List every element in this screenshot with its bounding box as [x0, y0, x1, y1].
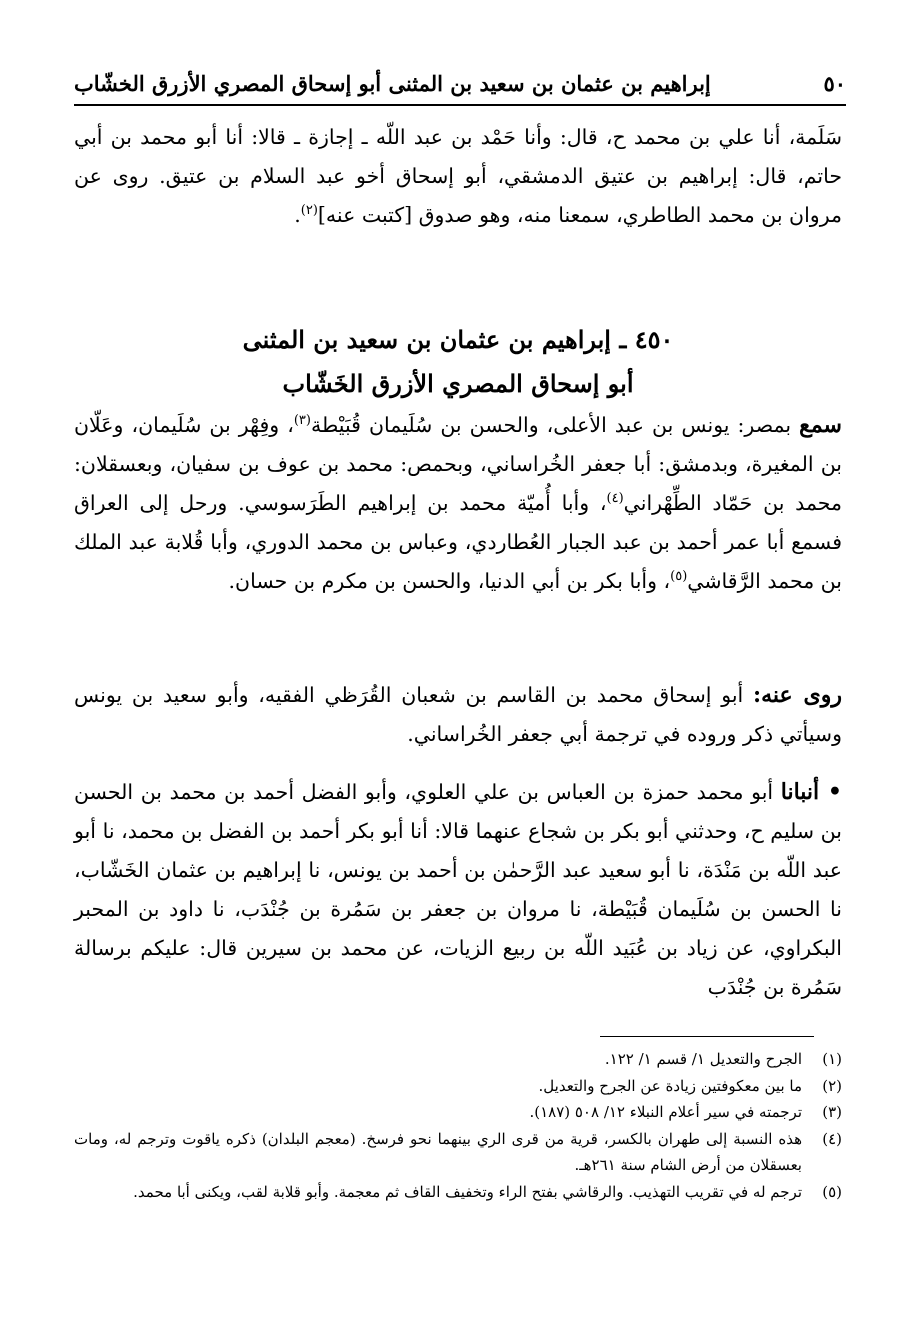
heard-text-2: ، وفِهْر بن سُلَيمان، وعَلّان بن المغيرة، وبدمشق: أبا جعفر الخُراساني، وبحمص: محمد بن عوف بن سفيان، وبعسقلان: محمد بن حَمّاد الطِّهْراني: [74, 413, 843, 515]
footnote-1: [74, 1046, 842, 1073]
narrated-paragraph: [74, 676, 842, 754]
heard-label: سمع: [799, 412, 842, 438]
footnote-2: [74, 1073, 842, 1100]
footnotes: [74, 1046, 842, 1205]
footnote-text: الجرح والتعديل ١/ قسم ١/ ١٢٢.: [604, 1050, 802, 1068]
page-number: ٥٠: [823, 70, 846, 96]
page-header: [74, 64, 846, 102]
header-rule: [74, 104, 846, 106]
footnote-5: [74, 1179, 842, 1206]
informed-text: أبو محمد حمزة بن العباس بن علي العلوي، وأبو الفضل أحمد بن محمد بن الحسن بن سليم ح، وحدثني أبو بكر بن شجاع عنهما قالا: أنا أبو بكر أحمد بن الفضل بن محمد، نا أبو عبد اللّه بن مَنْدَة، نا أبو سعيد عبد الرَّحمٰن بن أحمد بن يونس، نا إبراهيم بن عثمان الخَشّاب، نا الحسن بن سُلَيمان قُبَيْطة، نا مروان بن جعفر بن سَمُرة بن جُنْدَب، نا داود بن المحبر البكراوي، عن زياد بن عُبَيد اللّه بن ربيع الزيات، عن محمد بن سيرين قال: عليكم برسالة سَمُرة بن جُنْدَب: [74, 780, 842, 999]
heard-text-4: ، وأبا بكر بن أبي الدنيا، والحسن بن مكرم بن حسان.: [228, 569, 671, 593]
heard-text-3: ، وأبا أُميّة محمد بن إبراهيم الطَرَسوسي. ورحل إلى العراق فسمع أبا عمر أحمد بن عبد الجبار العُطاردي، وعباس بن محمد الدوري، وأبا قُلابة عبد الملك بن محمد الرَّقاشي: [74, 491, 842, 593]
entry-title-line-2: أبو إسحاق المصري الأزرق الخَشّاب: [282, 369, 634, 398]
footnote-number: (٣): [822, 1103, 842, 1121]
footnote-ref-2[interactable]: (٢): [300, 203, 318, 219]
footnote-text: هذه النسبة إلى طهران بالكسر، قرية من قرى الري بينهما نحو فرسخ. (معجم البلدان) ذكره ياقوت وترجم له، ومات بعسقلان من أرض الشام سنة ٢٦١هـ.: [74, 1129, 802, 1174]
continuation-paragraph: سَلَمة، أنا علي بن محمد ح، قال: وأنا حَمْد بن عبد اللّه ـ إجازة ـ قالا: أنا أبو محمد بن أبي حاتم، قال: إبراهيم بن عتيق الدمشقي، أبو إسحاق أخو عبد السلام بن عتيق. روى عن مروان بن محمد الطاطري، سمعنا منه، وهو صدوق [كتبت عنه]$^{(٢)}$.: [74, 125, 842, 227]
running-title: إبراهيم بن عثمان بن سعيد بن المثنى أبو إسحاق المصري الأزرق الخشّاب: [74, 70, 711, 96]
footnote-ref-5[interactable]: (٥): [670, 569, 688, 585]
entry-title: [74, 318, 842, 406]
footnote-3: [74, 1099, 842, 1126]
heard-text: بمصر: يونس بن عبد الأعلى، والحسن بن سُلَيمان قُبَيْطة: [310, 413, 792, 437]
footnote-number: (١): [822, 1050, 842, 1068]
footnote-4: [74, 1126, 842, 1179]
footnote-divider: [600, 1036, 814, 1037]
footnote-ref-3[interactable]: (٣): [293, 413, 311, 429]
footnote-text: ترجمته في سير أعلام النبلاء ١٢/ ٥٠٨ (١٨٧).: [529, 1103, 802, 1121]
continuation-text: سَلَمة، أنا علي بن محمد ح، قال: وأنا حَمْد بن عبد اللّه ـ إجازة ـ قالا: أنا أبو محمد بن أبي حاتم، قال: إبراهيم بن عتيق الدمشقي، أبو إسحاق أخو عبد السلام بن عتيق. روى عن مروان بن محمد الطاطري، سمعنا منه، وهو صدوق [كتبت عنه]: [74, 125, 842, 227]
narrated-text: أبو إسحاق محمد بن القاسم بن شعبان القُرَظي الفقيه، وأبو سعيد بن يونس وسيأتي ذكر وروده في ترجمة أبي جعفر الخُراساني.: [74, 683, 842, 746]
informed-label: • أنبانا: [780, 779, 842, 805]
footnote-ref-4[interactable]: (٤): [606, 491, 624, 507]
footnote-text: ترجم له في تقريب التهذيب. والرقاشي بفتح الراء وتخفيف القاف ثم معجمة. وأبو قلابة لقب، ويكنى أبا محمد.: [133, 1182, 802, 1201]
heard-paragraph: [74, 406, 842, 601]
footnote-number: (٤): [822, 1129, 842, 1148]
footnote-number: (٢): [822, 1076, 842, 1095]
footnote-text: ما بين معكوفتين زيادة عن الجرح والتعديل.: [538, 1076, 802, 1095]
entry-title-line-1: ٤٥٠ ـ إبراهيم بن عثمان بن سعيد بن المثنى: [242, 325, 674, 354]
informed-paragraph: [74, 773, 842, 1007]
narrated-label: روى عنه:: [752, 682, 842, 708]
footnote-number: (٥): [822, 1182, 842, 1201]
